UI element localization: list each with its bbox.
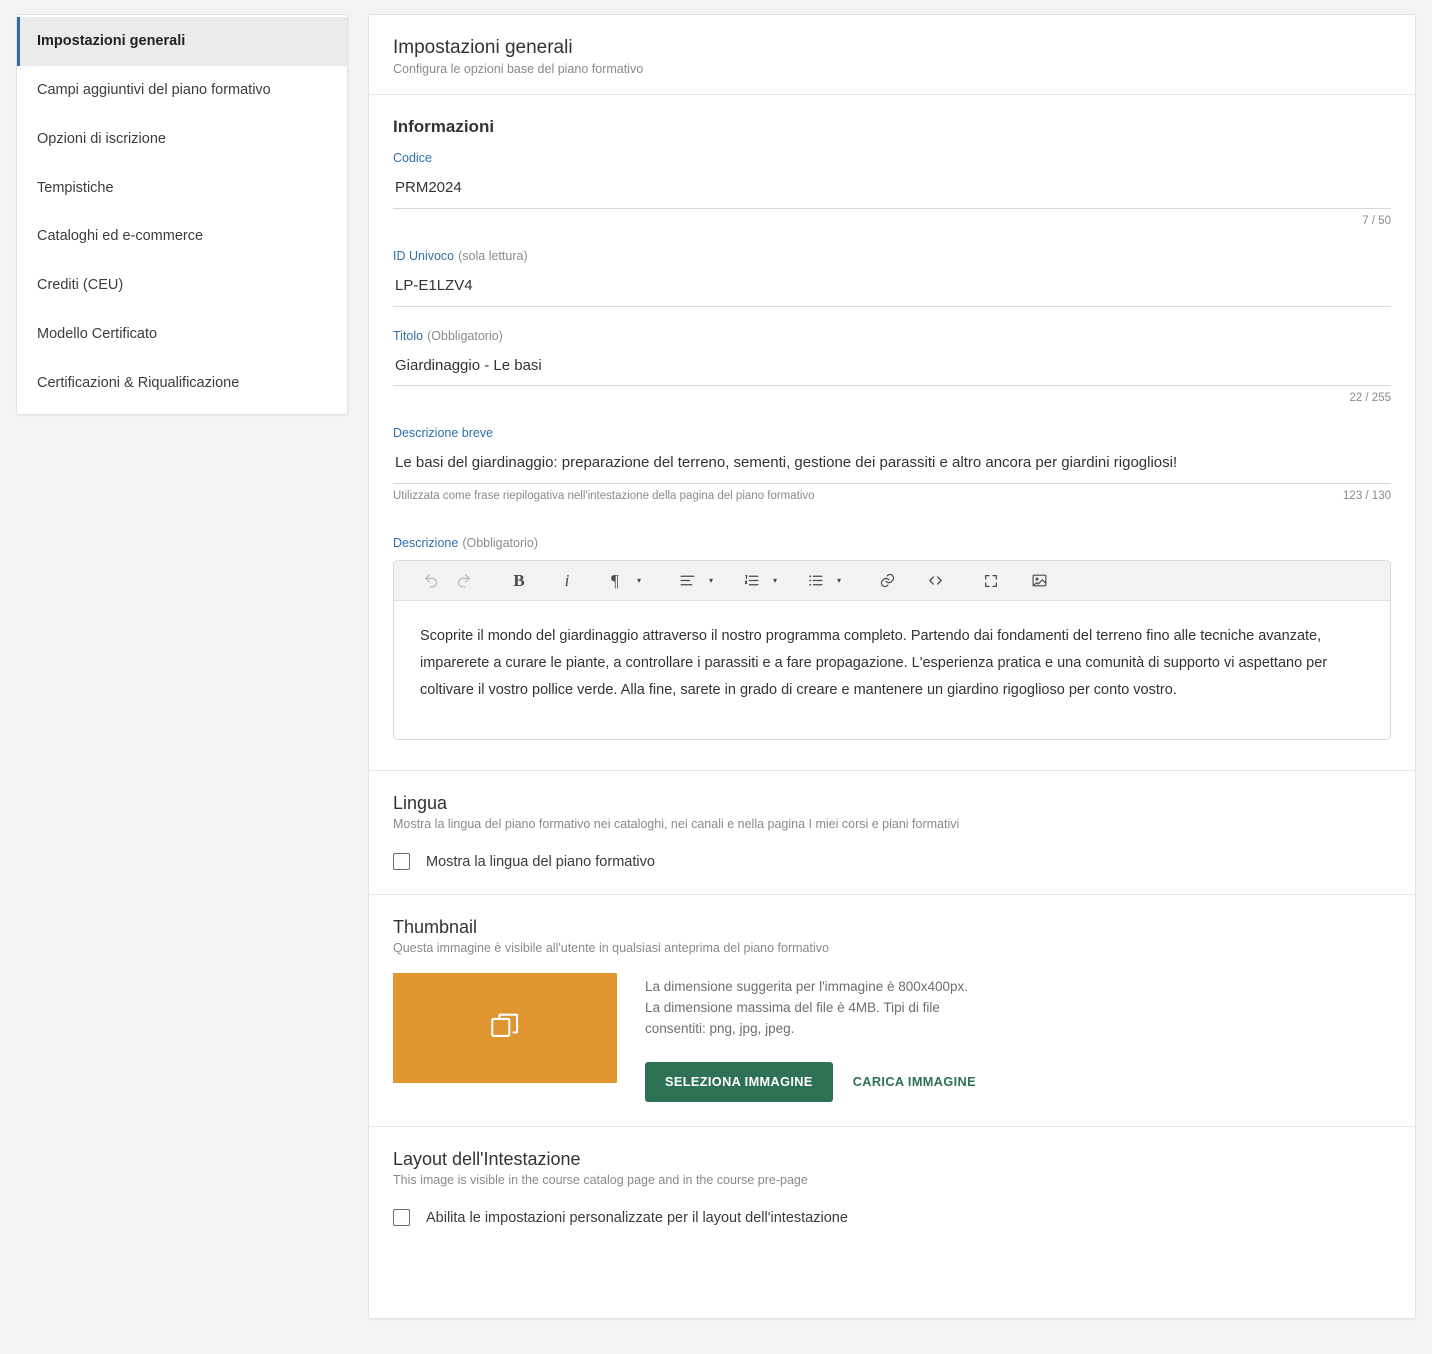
id-univoco-note: (sola lettura): [458, 248, 528, 263]
descrizione-breve-hint: Utilizzata come frase riepilogativa nell'intestazione della pagina del piano formativo: [393, 490, 815, 502]
editor-content[interactable]: Scoprite il mondo del giardinaggio attraverso il nostro programma completo. Partendo dai fondamenti del terreno fino alle tecniche avanzate, imparerete a curare le piante, a controllare i parassiti e a fare propagazione. L'esperienza pratica e una comunità di supporto vi aspettano per coltivare il vostro pollice verde. Alla fine, sarete in grado di creare e mantenere un giardino rigoglioso per conto vostro.: [394, 601, 1390, 739]
lingua-checkbox[interactable]: [393, 853, 410, 870]
thumbnail-info: [645, 973, 978, 1102]
bullet-list-chevron-down-icon[interactable]: ▾: [836, 576, 841, 585]
sidebar-item-certificazioni-riqualificazione[interactable]: [17, 359, 347, 408]
insert-image-icon[interactable]: [1024, 568, 1054, 594]
titolo-label-text: Titolo: [393, 328, 424, 343]
codice-counter: 7 / 50: [1362, 214, 1391, 227]
ordered-list-icon[interactable]: [736, 568, 766, 594]
descrizione-breve-input[interactable]: Le basi del giardinaggio: preparazione del terreno, sementi, gestione dei parassiti e altro ancora per giardini rigogliosi!: [393, 448, 1391, 484]
italic-icon[interactable]: i: [564, 570, 570, 590]
thumbnail-row: [393, 973, 1391, 1102]
field-descrizione-breve: [393, 426, 1391, 502]
sidebar-item-campi-aggiuntivi[interactable]: [17, 66, 347, 115]
thumbnail-info-line-2: La dimensione massima del file è 4MB. Tipi di file: [645, 1000, 940, 1016]
header-layout-title: Layout dell'Intestazione: [393, 1149, 581, 1170]
header-layout-subtitle: This image is visible in the course catalog page and in the course pre-page: [393, 1173, 808, 1188]
codice-input[interactable]: PRM2024: [393, 173, 1391, 209]
thumbnail-actions: [645, 1062, 978, 1102]
rich-text-editor: [393, 560, 1391, 740]
sidebar-item-label: Modello Certificato: [37, 326, 158, 343]
header-layout-checkbox-row[interactable]: [393, 1209, 1391, 1226]
sidebar-item-impostazioni-generali[interactable]: [17, 17, 347, 66]
descrizione-note: (Obbligatorio): [462, 536, 539, 550]
upload-image-button[interactable]: CARICA IMMAGINE: [851, 1071, 978, 1093]
section-lingua: [369, 771, 1415, 895]
ordered-list-chevron-down-icon[interactable]: ▾: [772, 576, 777, 585]
field-titolo: [393, 329, 1391, 405]
lingua-checkbox-label: Mostra la lingua del piano formativo: [426, 853, 655, 870]
page-title: Impostazioni generali: [393, 37, 573, 58]
align-icon[interactable]: [672, 568, 702, 594]
code-icon[interactable]: [920, 568, 950, 594]
bold-icon[interactable]: B: [513, 570, 525, 590]
titolo-counter: 22 / 255: [1349, 392, 1391, 405]
thumbnail-title: Thumbnail: [393, 917, 478, 938]
sidebar-item-label: Opzioni di iscrizione: [37, 130, 166, 147]
field-id-univoco: [393, 249, 1391, 307]
titolo-input[interactable]: Giardinaggio - Le basi: [393, 351, 1391, 387]
descrizione-breve-counter: 123 / 130: [1343, 490, 1391, 502]
sidebar-item-crediti-ceu[interactable]: [17, 261, 347, 310]
id-univoco-value: LP-E1LZV4: [393, 271, 1391, 307]
lingua-title: Lingua: [393, 793, 448, 814]
sidebar-item-label: Certificazioni & Riqualificazione: [37, 374, 240, 391]
sidebar-item-label: Crediti (CEU): [37, 277, 124, 294]
bullet-list-icon[interactable]: [800, 568, 830, 594]
id-univoco-label: [393, 249, 1391, 263]
paragraph-format-chevron-down-icon[interactable]: ▾: [636, 576, 641, 585]
descrizione-breve-meta: [393, 484, 1391, 502]
sidebar-item-label: Tempistiche: [37, 179, 114, 196]
align-chevron-down-icon[interactable]: ▾: [708, 576, 713, 585]
titolo-meta: [393, 386, 1391, 404]
thumbnail-subtitle: Questa immagine è visibile all'utente in qualsiasi anteprima del piano formativo: [393, 941, 829, 956]
id-univoco-label-text: ID Univoco: [393, 248, 455, 263]
redo-icon[interactable]: [448, 568, 478, 594]
sidebar-item-opzioni-iscrizione[interactable]: [17, 115, 347, 164]
settings-main-panel: [368, 14, 1416, 1319]
titolo-note: (Obbligatorio): [427, 328, 503, 343]
page-subtitle: Configura le opzioni base del piano formativo: [393, 62, 644, 76]
informazioni-title: Informazioni: [393, 117, 495, 136]
sidebar-item-modello-certificato[interactable]: [17, 310, 347, 359]
descrizione-label-text: Descrizione: [393, 536, 459, 550]
descrizione-breve-label: Descrizione breve: [393, 426, 494, 441]
lingua-subtitle: Mostra la lingua del piano formativo nei cataloghi, nei canali e nella pagina I miei corsi e piani formativi: [393, 817, 960, 832]
settings-sidebar: [16, 14, 348, 415]
codice-meta: [393, 209, 1391, 227]
select-image-button[interactable]: SELEZIONA IMMAGINE: [645, 1062, 833, 1102]
sidebar-item-label: Cataloghi ed e-commerce: [37, 228, 204, 245]
section-informazioni: [369, 95, 1415, 771]
fullscreen-icon[interactable]: [976, 568, 1006, 594]
sidebar-item-tempistiche[interactable]: [17, 164, 347, 213]
section-header-layout: [369, 1127, 1415, 1266]
sidebar-item-cataloghi-ecommerce[interactable]: [17, 212, 347, 261]
codice-label: Codice: [393, 151, 432, 165]
header-layout-checkbox[interactable]: [393, 1209, 410, 1226]
thumbnail-preview[interactable]: [393, 973, 617, 1083]
section-thumbnail: [369, 895, 1415, 1127]
lingua-checkbox-row[interactable]: [393, 853, 1391, 870]
field-descrizione: [393, 536, 1391, 740]
link-icon[interactable]: [872, 568, 902, 594]
thumbnail-info-line-1: La dimensione suggerita per l'immagine è 800x400px.: [645, 979, 969, 995]
sidebar-item-label: Campi aggiuntivi del piano formativo: [37, 81, 271, 98]
sidebar-item-label: Impostazioni generali: [37, 33, 186, 49]
header-layout-checkbox-label: Abilita le impostazioni personalizzate per il layout dell'intestazione: [426, 1209, 848, 1226]
image-placeholder-icon: [488, 1009, 522, 1048]
descrizione-label: [393, 536, 1391, 550]
thumbnail-info-line-3: consentiti: png, jpg, jpeg.: [645, 1021, 795, 1037]
paragraph-format-icon[interactable]: ¶: [611, 570, 619, 590]
undo-icon[interactable]: [416, 568, 446, 594]
panel-header: [369, 15, 1415, 95]
titolo-label: [393, 329, 1391, 343]
field-codice: [393, 151, 1391, 227]
editor-toolbar: [394, 561, 1390, 601]
